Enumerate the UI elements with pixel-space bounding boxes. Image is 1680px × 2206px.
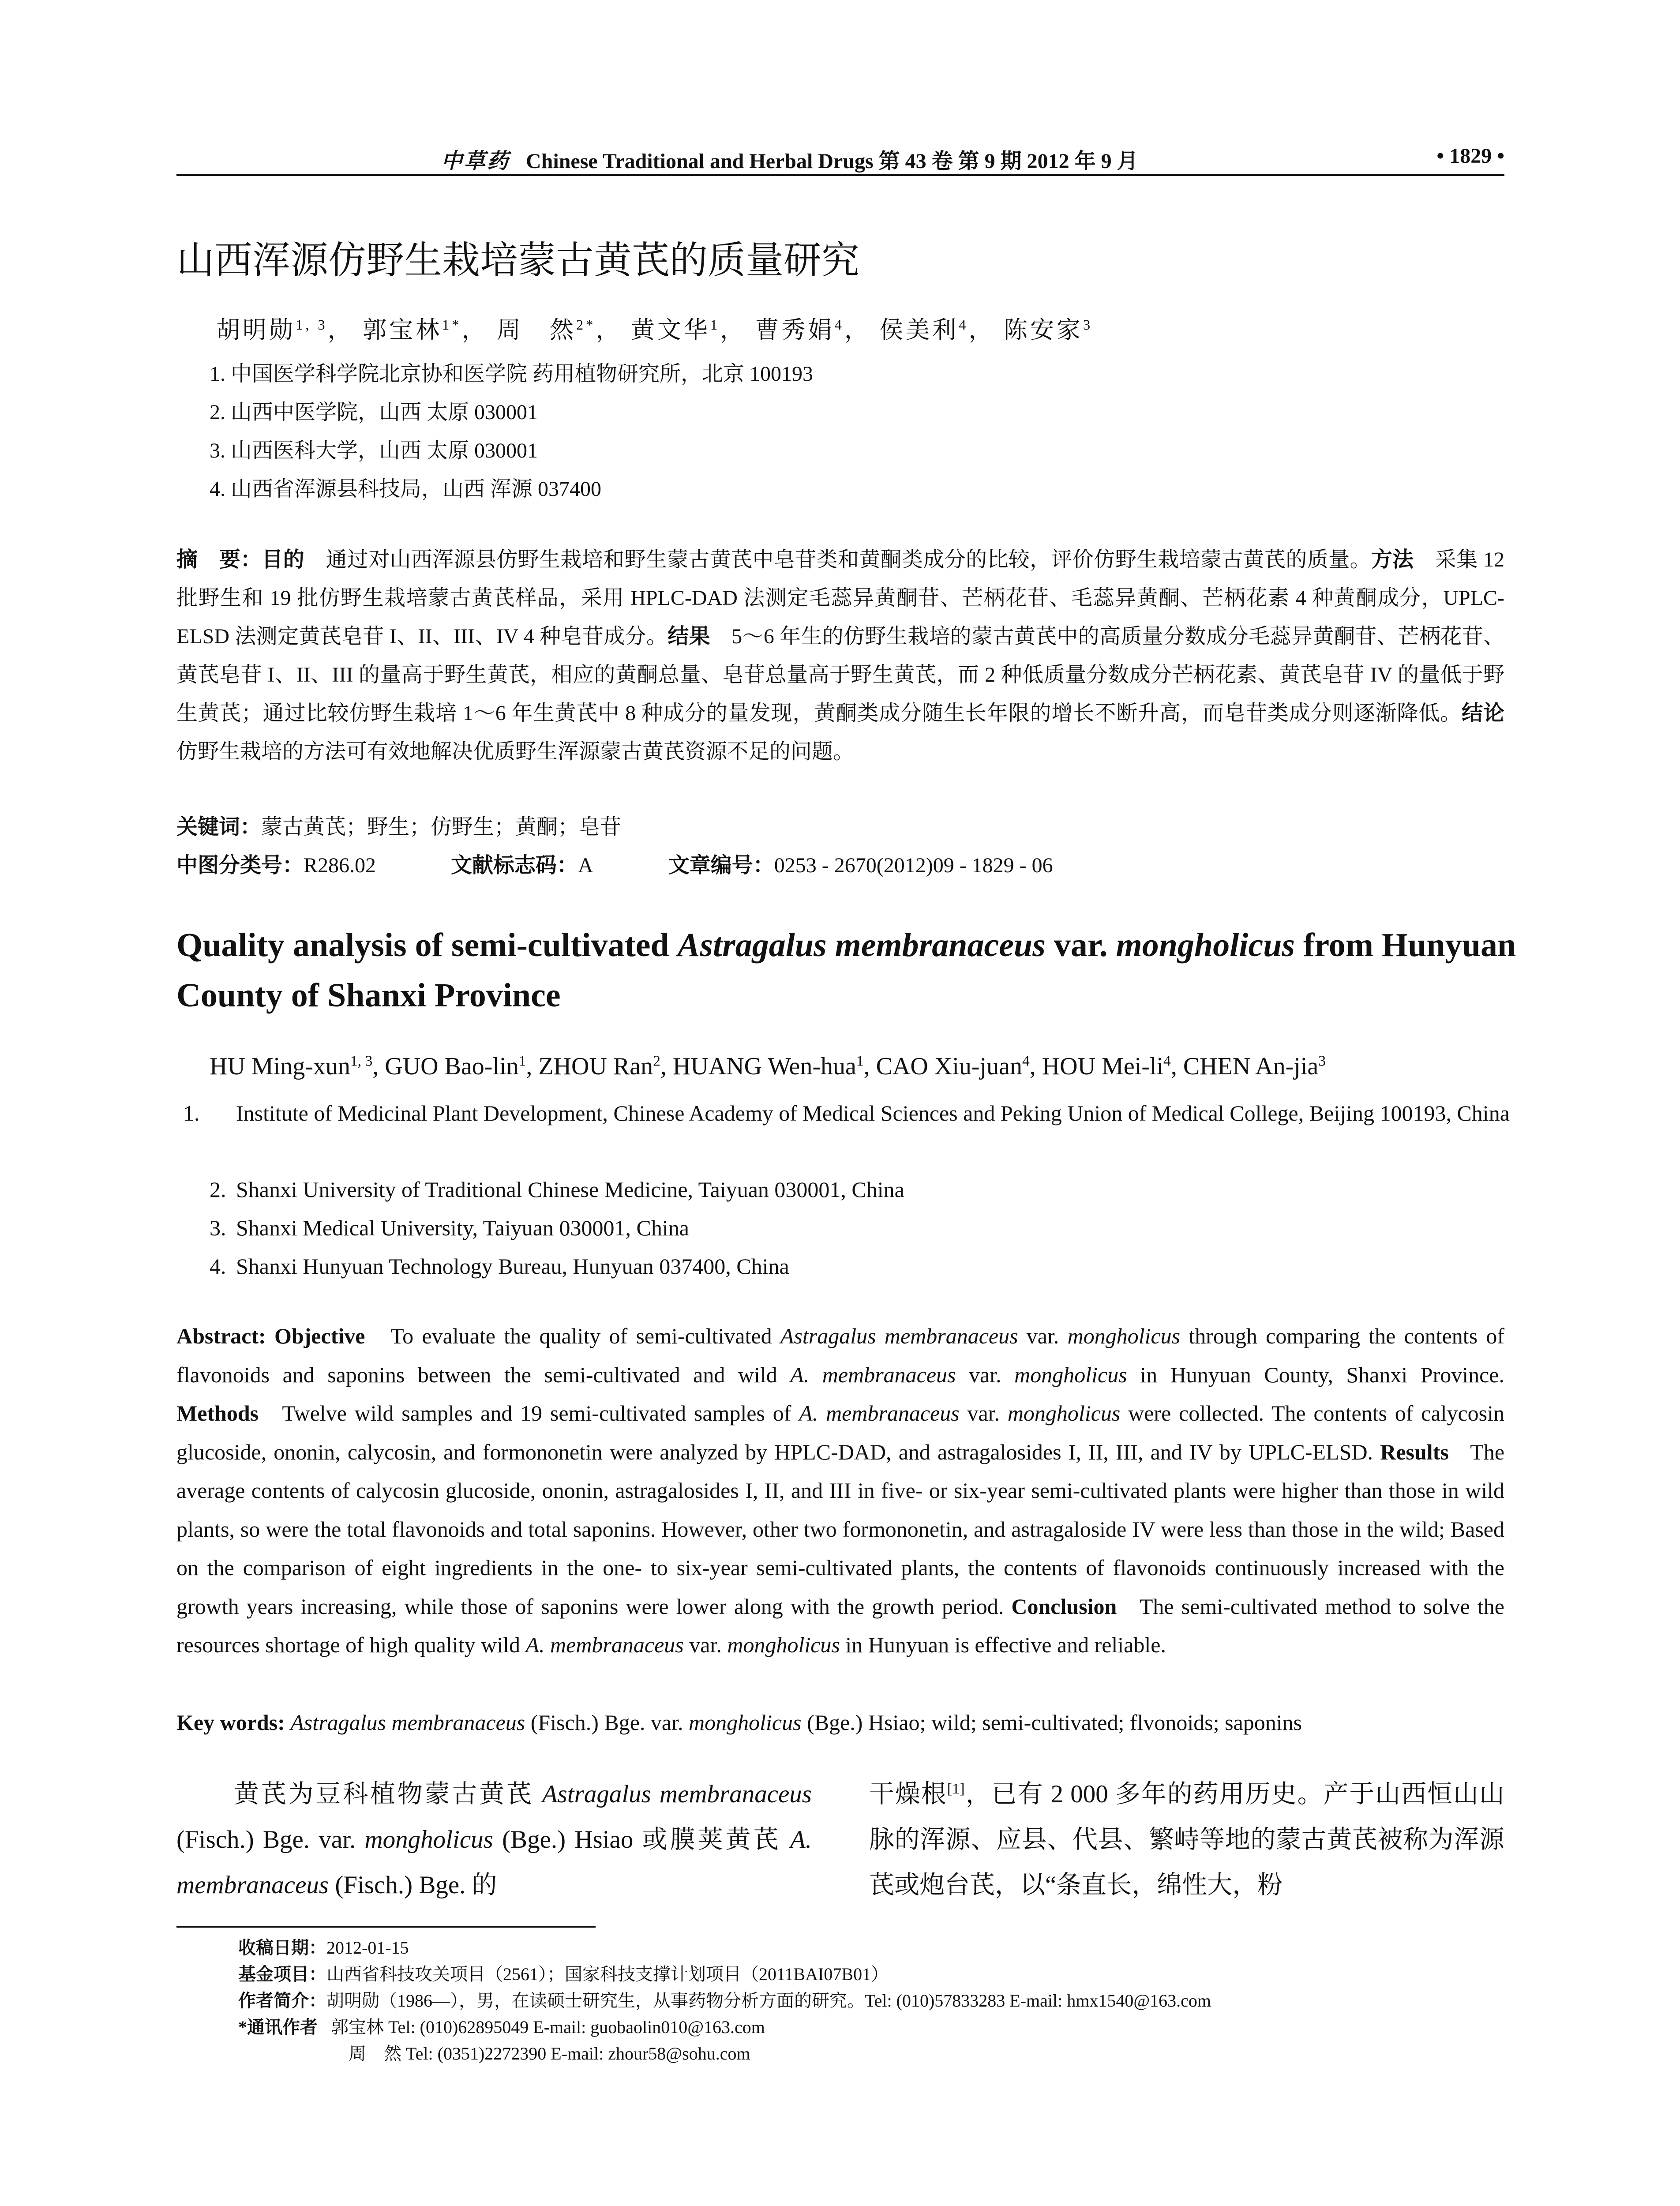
- en-objective-text: in Hunyuan County, Shanxi Province.: [1127, 1362, 1504, 1387]
- journal-issue: Chinese Traditional and Herbal Drugs 第 43 卷 第 9 期 2012 年 9 月: [526, 150, 1138, 173]
- en-objective-label: Objective: [274, 1324, 365, 1348]
- cn-author: 侯美利: [879, 317, 959, 343]
- en-author: CAO Xiu-juan: [876, 1053, 1022, 1080]
- citation-ref[interactable]: [1]: [947, 1781, 965, 1797]
- en-variety-name: mongholicus: [727, 1632, 840, 1657]
- journal-cn-name: 中草药: [441, 149, 510, 173]
- cn-abstract-label: 摘 要：: [176, 548, 262, 571]
- article-no-label: 文章编号：: [668, 854, 774, 877]
- cn-author-sup: 4: [959, 317, 969, 333]
- cn-affiliation: 1. 中国医学科学院北京协和医学院 药用植物研究所，北京 100193: [210, 362, 814, 386]
- cn-authors: 胡明勋$^{1, 3}$， 郭宝林$^{1*}$， 周 然$^{2*}$， 黄文华$^1$， 曹秀娟$^4$， 侯美利$^4$， 陈安家$^3$: [216, 317, 1093, 343]
- en-keywords-text: (Fisch.) Bge. var.: [525, 1710, 689, 1735]
- footnote-text: 郭宝林 Tel: (010)62895049 E-mail: guobaolin010@163.com: [331, 2017, 765, 2037]
- en-author-sup: 4: [1022, 1053, 1030, 1069]
- cn-affiliation: 2. 山西中医学院，山西 太原 030001: [210, 401, 538, 424]
- clc-value: R286.02: [304, 854, 376, 877]
- en-objective-text: var.: [956, 1362, 1015, 1387]
- cn-author-sup: 4: [834, 317, 844, 333]
- body-variety-name: mongholicus: [364, 1826, 493, 1853]
- body-text: 干燥根: [869, 1780, 947, 1808]
- cn-author: 周 然: [496, 317, 576, 343]
- en-affiliation: [210, 1209, 1504, 1247]
- cn-results-label: 结果: [668, 625, 710, 648]
- en-title-variety: mongholicus: [1116, 927, 1295, 964]
- running-header: [176, 140, 1504, 176]
- footnote-label: 基金项目：: [238, 1964, 326, 1984]
- body-paragraph: [869, 1771, 1504, 1908]
- cn-author-sup: 2*: [576, 317, 596, 333]
- cn-objective-label: 目的: [262, 548, 305, 571]
- body-text: 黄芪为豆科植物蒙古黄芪: [234, 1780, 542, 1808]
- en-affiliation-text: Shanxi Medical University, Taiyuan 030001, China: [236, 1216, 689, 1240]
- en-author: HUANG Wen-hua: [672, 1053, 856, 1080]
- en-conclusion-text: The semi-cultivated method to solve the resources shortage of high quality wild: [176, 1594, 1505, 1657]
- journal-info: [441, 144, 1138, 174]
- en-affiliation-text: Shanxi University of Traditional Chinese Medicine, Taiyuan 030001, China: [236, 1177, 904, 1202]
- en-variety-name: mongholicus: [689, 1710, 802, 1735]
- en-methods-label: Methods: [176, 1401, 259, 1426]
- en-author-sup: 1: [518, 1053, 526, 1069]
- cn-methods-label: 方法: [1371, 548, 1414, 571]
- footnote-label: 收稿日期：: [238, 1938, 326, 1958]
- footnote-label: *通讯作者: [238, 2017, 318, 2037]
- en-objective-text: through comparing the contents of flavonoids and saponins between the semi-cultivated and wild: [176, 1324, 1504, 1387]
- en-objective-text: var.: [1018, 1324, 1068, 1348]
- cn-conclusion: 仿野生栽培的方法可有效地解决优质野生浑源蒙古黄芪资源不足的问题。: [176, 740, 855, 763]
- cn-methods: 采集 12 批野生和 19 批仿野生栽培蒙古黄芪样品，采用 HPLC-DAD 法测定毛蕊异黄酮苷、芒柄花苷、毛蕊异黄酮、芒柄花素 4 种黄酮成分，UPLC-ELSD 法测定黄芪皂苷 I、II、III、IV 4 种皂苷成分。: [176, 548, 1504, 648]
- en-affiliation-text: Institute of Medicinal Plant Development, Chinese Academy of Medical Sciences and Peking Union of Medical College, Beijing 100193, China: [236, 1101, 1510, 1126]
- doc-code-value: A: [578, 854, 593, 877]
- en-species-name: Astragalus membranaceus: [780, 1324, 1018, 1348]
- en-species-name: A. membranaceus: [525, 1632, 684, 1657]
- cn-author: 曹秀娟: [755, 317, 835, 343]
- footnote-received: [238, 1935, 1211, 1961]
- en-keywords: [176, 1710, 1526, 1735]
- en-author: CHEN An-jia: [1183, 1053, 1319, 1080]
- cn-objective: 通过对山西浑源县仿野生栽培和野生蒙古黄芪中皂苷类和黄酮类成分的比较，评价仿野生栽培蒙古黄芪的质量。: [326, 548, 1371, 571]
- en-objective-text: To evaluate the quality of semi-cultivated: [390, 1324, 780, 1348]
- cn-author-sup: 1, 3: [296, 317, 328, 333]
- en-title-part: from Hunyuan County of Shanxi Province: [176, 927, 1516, 1014]
- cn-author-sup: 3: [1083, 317, 1093, 333]
- en-author: GUO Bao-lin: [385, 1053, 519, 1080]
- en-species-name: A. membranaceus: [790, 1362, 956, 1387]
- en-results-text: The average contents of calycosin glucoside, ononin, astragalosides I, II, and III in five- or six-year semi-cultivated plants were higher than those in wild plants, so were the total flavonoids and total saponins. However, other two formononetin, and astragaloside IV were less than those in the wild; Based on the comparison of eight ingredients in the one- to six-year semi-cultivated plants, the contents of flavonoids continuously increased with the growth years increasing, while those of saponins were lower along with the growth period.: [176, 1439, 1505, 1619]
- footnote-corresponding: [238, 2014, 1211, 2041]
- body-text: (Bge.) Hsiao 或膜荚黄芪: [493, 1826, 790, 1853]
- cn-author-sup: 1: [710, 317, 720, 333]
- cn-author: 陈安家: [1003, 317, 1083, 343]
- cn-results: 5～6 年生的仿野生栽培的蒙古黄芪中的高质量分数成分毛蕊异黄酮苷、芒柄花苷、黄芪皂苷 I、II、III 的量高于野生黄芪，相应的黄酮总量、皂苷总量高于野生黄芪，而 2 种低质量分数成分芒柄花素、黄芪皂苷 IV 的量低于野生黄芪；通过比较仿野生栽培 1～6 年生黄芪中 8 种成分的量发现，黄酮类成分随生长年限的增长不断升高，而皂苷类成分则逐渐降低。: [176, 625, 1504, 725]
- en-author: HOU Mei-li: [1042, 1053, 1164, 1080]
- body-species-name: Astragalus membranaceus: [542, 1780, 812, 1808]
- en-author-sup: 4: [1163, 1053, 1171, 1069]
- footnote-rule: [176, 1926, 596, 1928]
- clc-label: 中图分类号：: [176, 854, 304, 877]
- en-affiliation-num: 2.: [210, 1177, 226, 1202]
- en-abstract-label: Abstract:: [176, 1324, 266, 1348]
- cn-keywords: [176, 810, 621, 840]
- en-affiliation-num: 3.: [210, 1216, 226, 1240]
- en-affiliation-num: 4.: [210, 1254, 226, 1279]
- en-author: HU Ming-xun: [210, 1053, 350, 1080]
- body-text: (Fisch.) Bge. var.: [176, 1826, 365, 1853]
- footnote-text: 胡明勋（1986—），男，在读硕士研究生，从事药物分析方面的研究。Tel: (010)57833283 E-mail: hmx1540@163.com: [326, 1991, 1211, 2011]
- cn-keywords-text: 蒙古黄芪；野生；仿野生；黄酮；皂苷: [261, 815, 622, 839]
- cn-classification: [176, 848, 1053, 878]
- en-variety-name: mongholicus: [1014, 1362, 1127, 1387]
- en-affiliation-text: Shanxi Hunyuan Technology Bureau, Hunyuan 037400, China: [236, 1254, 789, 1279]
- en-affiliation: [183, 1094, 1531, 1132]
- cn-keywords-label: 关键词：: [176, 815, 262, 839]
- doc-code-label: 文献标志码：: [451, 854, 578, 877]
- body-text: (Fisch.) Bge. 的: [329, 1871, 497, 1899]
- cn-author: 胡明勋: [216, 317, 296, 343]
- footnote-text: 2012-01-15: [326, 1938, 409, 1958]
- body-column-right: [869, 1771, 1504, 1908]
- en-keywords-label: Key words:: [176, 1710, 285, 1735]
- body-paragraph: [176, 1771, 812, 1908]
- cn-author: 黄文华: [630, 317, 710, 343]
- cn-author-sup: 1*: [442, 317, 462, 333]
- en-keywords-text: (Bge.) Hsiao; wild; semi-cultivated; flvonoids; saponins: [801, 1710, 1302, 1735]
- header-rule: [176, 174, 1504, 176]
- body-species-name: A. membranaceus: [176, 1826, 812, 1899]
- body-column-left: [176, 1771, 812, 1908]
- en-species-name: A. membranaceus: [799, 1401, 960, 1426]
- en-variety-name: mongholicus: [1007, 1401, 1121, 1426]
- cn-author: 郭宝林: [363, 317, 442, 343]
- en-title: [176, 920, 1522, 1020]
- en-affiliation: [210, 1171, 1504, 1208]
- en-affiliation: [210, 1247, 1504, 1285]
- en-title-part: var.: [1045, 927, 1116, 964]
- article-no-value: 0253 - 2670(2012)09 - 1829 - 06: [774, 854, 1053, 877]
- en-author-sup: 1, 3: [350, 1053, 373, 1069]
- en-abstract: [176, 1317, 1504, 1665]
- en-conclusion-text: in Hunyuan is effective and reliable.: [840, 1632, 1166, 1657]
- en-methods-text: var.: [959, 1401, 1008, 1426]
- footnote-corresponding-2: 周 然 Tel: (0351)2272390 E-mail: zhour58@sohu.com: [349, 2044, 750, 2063]
- cn-abstract: [176, 540, 1504, 771]
- footnote-author: [238, 1988, 1211, 2014]
- en-author-sup: 1: [856, 1053, 864, 1069]
- cn-affiliation: 4. 山西省浑源县科技局，山西 浑源 037400: [210, 477, 602, 501]
- en-author-sup: 3: [1318, 1053, 1326, 1069]
- body-text: ，已有 2 000 多年的药用历史。产于山西恒山山脉的浑源、应县、代县、繁峙等地的蒙古黄芪被称为浑源芪或炮台芪，以“条直长，绵性大，粉: [869, 1780, 1504, 1899]
- en-methods-text: were collected. The contents of calycosin glucoside, ononin, calycosin, and formononetin were analyzed by HPLC-DAD, and astragalosides I, II, III, and IV by UPLC-ELSD.: [176, 1401, 1504, 1464]
- en-conclusion-text: var.: [683, 1632, 728, 1657]
- page-number: • 1829 •: [1436, 144, 1504, 168]
- en-authors: HU Ming-xun$^{1, 3}$, GUO Bao-lin$^1$, ZHOU Ran$^2$, HUANG Wen-hua$^1$, CAO Xiu-juan$^4$, HOU Mei-$li^4$, CHEN An-jia$^3$: [210, 1053, 1326, 1080]
- footnote-text: 山西省科技攻关项目（2561）；国家科技支撑计划项目（2011BAI07B01）: [326, 1964, 889, 1984]
- en-methods-text: Twelve wild samples and 19 semi-cultivated samples of: [282, 1401, 799, 1426]
- footnote-fund: [238, 1961, 1211, 1988]
- en-title-species: Astragalus membranaceus: [677, 927, 1046, 964]
- en-variety-name: mongholicus: [1067, 1324, 1181, 1348]
- cn-affiliation: 3. 山西医科大学，山西 太原 030001: [210, 439, 538, 462]
- en-author: ZHOU Ran: [538, 1053, 653, 1080]
- cn-title: 山西浑源仿野生栽培蒙古黄芪的质量研究: [176, 238, 859, 282]
- footnotes: [238, 1935, 1211, 2067]
- en-conclusion-label: Conclusion: [1011, 1594, 1117, 1619]
- en-results-label: Results: [1380, 1439, 1449, 1464]
- cn-conclusion-label: 结论: [1462, 702, 1504, 725]
- footnote-label: 作者简介：: [238, 1991, 326, 2011]
- en-title-part: Quality analysis of semi-cultivated: [176, 927, 678, 964]
- en-affiliation-num: 1.: [183, 1101, 200, 1126]
- en-author-sup: 2: [653, 1053, 660, 1069]
- en-species-name: Astragalus membranaceus: [290, 1710, 525, 1735]
